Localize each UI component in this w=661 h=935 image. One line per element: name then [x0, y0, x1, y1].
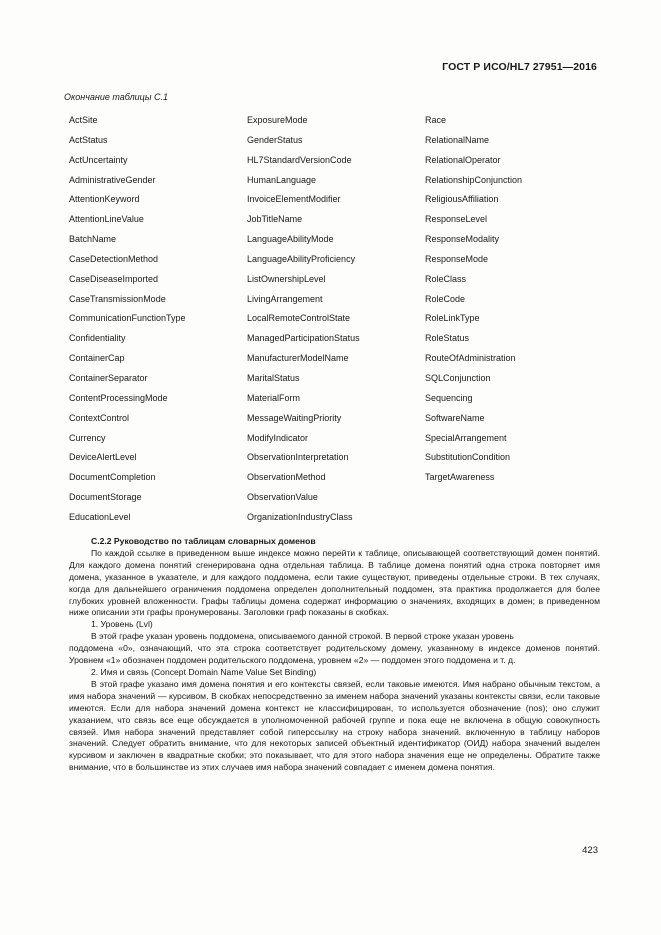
- paragraph-intro: По каждой ссылке в приведенном выше индексе можно перейти к таблице, описывающей соответствующий домен понятий. Для каждого домена понятий сгенерирована одна отдельная таблица. В таблице домена понятий одна строка повторяет имя домена, указанное в указателе, и для каждого поддомена, если такие существуют, приведены отдельные строки. В тех случаях, когда для дальнейшего ограничения поддомена определен дополнительный поддомен, эта практика продолжается для более глубоких уровней вложенности. Графы таблицы домена содержат информацию о значениях, входящих в домен; в приведенном ниже описании эти графы пронумерованы. Заголовки граф показаны в скобках.: [69, 547, 600, 618]
- table-cell: ObservationMethod: [247, 472, 326, 483]
- table-cell: LocalRemoteControlState: [247, 313, 351, 324]
- table-cell: EducationLevel: [69, 511, 131, 522]
- table-cell: TargetAwareness: [425, 472, 495, 483]
- table-cell: SQLConjunction: [425, 372, 491, 383]
- table-cell: DocumentCompletion: [69, 472, 156, 483]
- paragraph-level-a: В этой графе указан уровень поддомена, описываемого данной строкой. В первой строке указан уровень: [91, 631, 514, 642]
- list-item-name-binding: 2. Имя и связь (Concept Domain Name Value Set Binding): [91, 666, 317, 677]
- table-cell: ContainerSeparator: [69, 372, 148, 383]
- table-column-2: [247, 114, 360, 531]
- table-cell: LanguageAbilityProficiency: [247, 253, 356, 264]
- table-cell: SpecialArrangement: [425, 432, 507, 443]
- table-cell: HumanLanguage: [247, 174, 317, 185]
- table-cell: Sequencing: [425, 392, 473, 403]
- table-cell: JobTitleName: [247, 214, 303, 225]
- table-cell: RoleClass: [425, 273, 467, 284]
- table-cell: BatchName: [69, 234, 117, 245]
- table-cell: OrganizationIndustryClass: [247, 511, 353, 522]
- table-cell: ContentProcessingMode: [69, 392, 168, 403]
- table-cell: GenderStatus: [247, 134, 303, 145]
- table-cell: CommunicationFunctionType: [69, 313, 186, 324]
- paragraph-name-binding: В этой графе указано имя домена понятия и его контексты связей, если таковые имеются. Имя набрано обычным текстом, а имя набора значений — курсивом. В скобках непосредственно за именем набора значений указаны контексты связи, если таковые имеются. Если для набора значений домена контекст не классифицирован, то используется обозначение (nos); оно служит указанием, что связь все еще обсуждается в уполномоченной рабочей группе и пока еще не включена в общую совокупность связей. Имя набора значений представляет собой гиперссылку на строку набора значений. включенную в таблицу наборов значений. Следует обратить внимание, что для некоторых записей объектный идентификатор (ОИД) набора значений выделен курсивом и заключен в квадратные скобки; это показывает, что для этого набора значения еще не определены. Обратите также внимание, что в большинстве из этих случаев имя набора значений совпадает с именем домена понятия.: [69, 678, 600, 773]
- table-cell: ActStatus: [69, 134, 108, 145]
- table-cell: ModifyIndicator: [247, 432, 309, 443]
- table-cell: ManufacturerModelName: [247, 353, 349, 364]
- table-cell: ObservationValue: [247, 492, 318, 503]
- table-cell: ResponseLevel: [425, 214, 488, 225]
- table-cell: RelationalOperator: [425, 154, 501, 165]
- table-column-3: [425, 114, 522, 491]
- table-cell: MaritalStatus: [247, 372, 300, 383]
- table-cell: ContextControl: [69, 412, 130, 423]
- section-heading: С.2.2 Руководство по таблицам словарных доменов: [91, 536, 316, 546]
- table-cell: ContainerCap: [69, 353, 125, 364]
- table-cell: RoleStatus: [425, 333, 470, 344]
- table-cell: RoleCode: [425, 293, 466, 304]
- table-column-1: [69, 114, 186, 531]
- table-cell: AdministrativeGender: [69, 174, 156, 185]
- table-cell: ObservationInterpretation: [247, 452, 349, 463]
- table-cell: AttentionLineValue: [69, 214, 144, 225]
- table-cell: LanguageAbilityMode: [247, 234, 334, 245]
- table-cell: ManagedParticipationStatus: [247, 333, 360, 344]
- table-cell: InvoiceElementModifier: [247, 194, 341, 205]
- table-cell: ExposureMode: [247, 115, 308, 125]
- table-cell: CaseDiseaseImported: [69, 273, 159, 284]
- table-cell: CaseDetectionMethod: [69, 253, 159, 264]
- document-header: ГОСТ Р ИСО/HL7 27951—2016: [442, 61, 597, 73]
- table-cell: DeviceAlertLevel: [69, 452, 137, 463]
- table-cell: ActSite: [69, 115, 98, 125]
- table-cell: ResponseModality: [425, 234, 500, 245]
- table-cell: HL7StandardVersionCode: [247, 154, 352, 165]
- table-cell: Race: [425, 115, 447, 125]
- section-body: [69, 536, 600, 774]
- table-cell: MessageWaitingPriority: [247, 412, 342, 423]
- table-cell: SoftwareName: [425, 412, 485, 423]
- table-cell: ActUncertainty: [69, 154, 128, 165]
- table-cell: Confidentiality: [69, 333, 126, 344]
- table-cell: ListOwnershipLevel: [247, 273, 326, 284]
- table-cell: MaterialForm: [247, 392, 301, 403]
- table-cell: DocumentStorage: [69, 492, 142, 503]
- table-cell: Currency: [69, 432, 106, 443]
- table-cell: LivingArrangement: [247, 293, 323, 304]
- paragraph-level-b: поддомена «0», означающий, что эта строка соответствует родительскому домену, указанному в индексе доменов понятий. Уровнем «1» обозначен поддомен родительского поддомена, уровнем «2» — поддомен этого поддомена и т. д.: [69, 643, 600, 666]
- list-item-level: 1. Уровень (Lvl): [91, 619, 153, 630]
- table-cell: ResponseMode: [425, 253, 489, 264]
- table-cell: CaseTransmissionMode: [69, 293, 166, 304]
- table-cell: RouteOfAdministration: [425, 353, 516, 364]
- table-cell: AttentionKeyword: [69, 194, 140, 205]
- table-cell: RoleLinkType: [425, 313, 480, 324]
- table-caption: Окончание таблицы С.1: [64, 92, 168, 102]
- table-cell: SubstitutionCondition: [425, 452, 511, 463]
- table-cell: ReligiousAffiliation: [425, 194, 499, 205]
- page-number: 423: [582, 845, 598, 856]
- table-cell: RelationshipConjunction: [425, 174, 523, 185]
- table-cell: RelationalName: [425, 134, 490, 145]
